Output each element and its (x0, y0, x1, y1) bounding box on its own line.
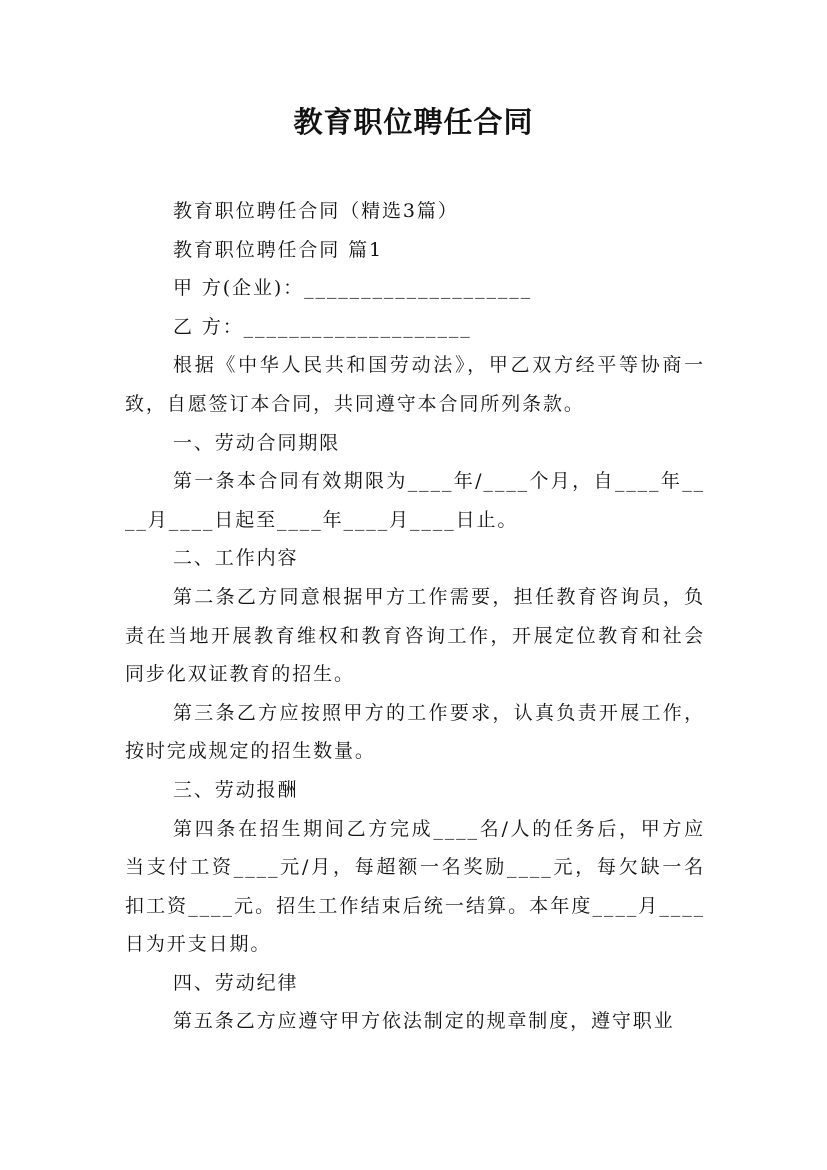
clause-5: 第五条乙方应遵守甲方依法制定的规章制度，遵守职业 (173, 1010, 675, 1033)
paragraph-subtitle: 教育职位聘任合同（精选3篇） (173, 200, 459, 222)
paragraph-party-a: 甲 方(企业)：____________________ (173, 277, 533, 300)
heading-discipline: 四、劳动纪律 (173, 971, 299, 994)
heading-work-content: 二、工作内容 (173, 547, 299, 570)
paragraph-preamble: 根据《中华人民共和国劳动法》，甲乙双方经平等协商一致，自愿签订本合同，共同遵守本合同所列条款。 (125, 354, 705, 415)
heading-remuneration: 三、劳动报酬 (173, 778, 299, 801)
document-title: 教育职位聘任合同 (293, 105, 534, 139)
paragraph-section-heading: 教育职位聘任合同 篇1 (173, 238, 384, 261)
heading-contract-term: 一、劳动合同期限 (173, 431, 341, 454)
clause-2: 第二条乙方同意根据甲方工作需要，担任教育咨询员，负责在当地开展教育维权和教育咨询工作，开展定位教育和社会同步化双证教育的招生。 (125, 585, 705, 686)
paragraph-party-b: 乙 方：____________________ (173, 315, 472, 338)
clause-1: 第一条本合同有效期限为____年/____个月，自____年____月____日起至____年____月____日止。 (125, 470, 705, 531)
clause-4: 第四条在招生期间乙方完成____名/人的任务后，甲方应当支付工资____元/月，每超额一名奖励____元，每欠缺一名扣工资____元。招生工作结束后统一结算。本年度____月____日为开支日期。 (125, 817, 705, 956)
clause-3: 第三条乙方应按照甲方的工作要求，认真负责开展工作，按时完成规定的招生数量。 (125, 701, 705, 763)
document-body (125, 192, 705, 1041)
